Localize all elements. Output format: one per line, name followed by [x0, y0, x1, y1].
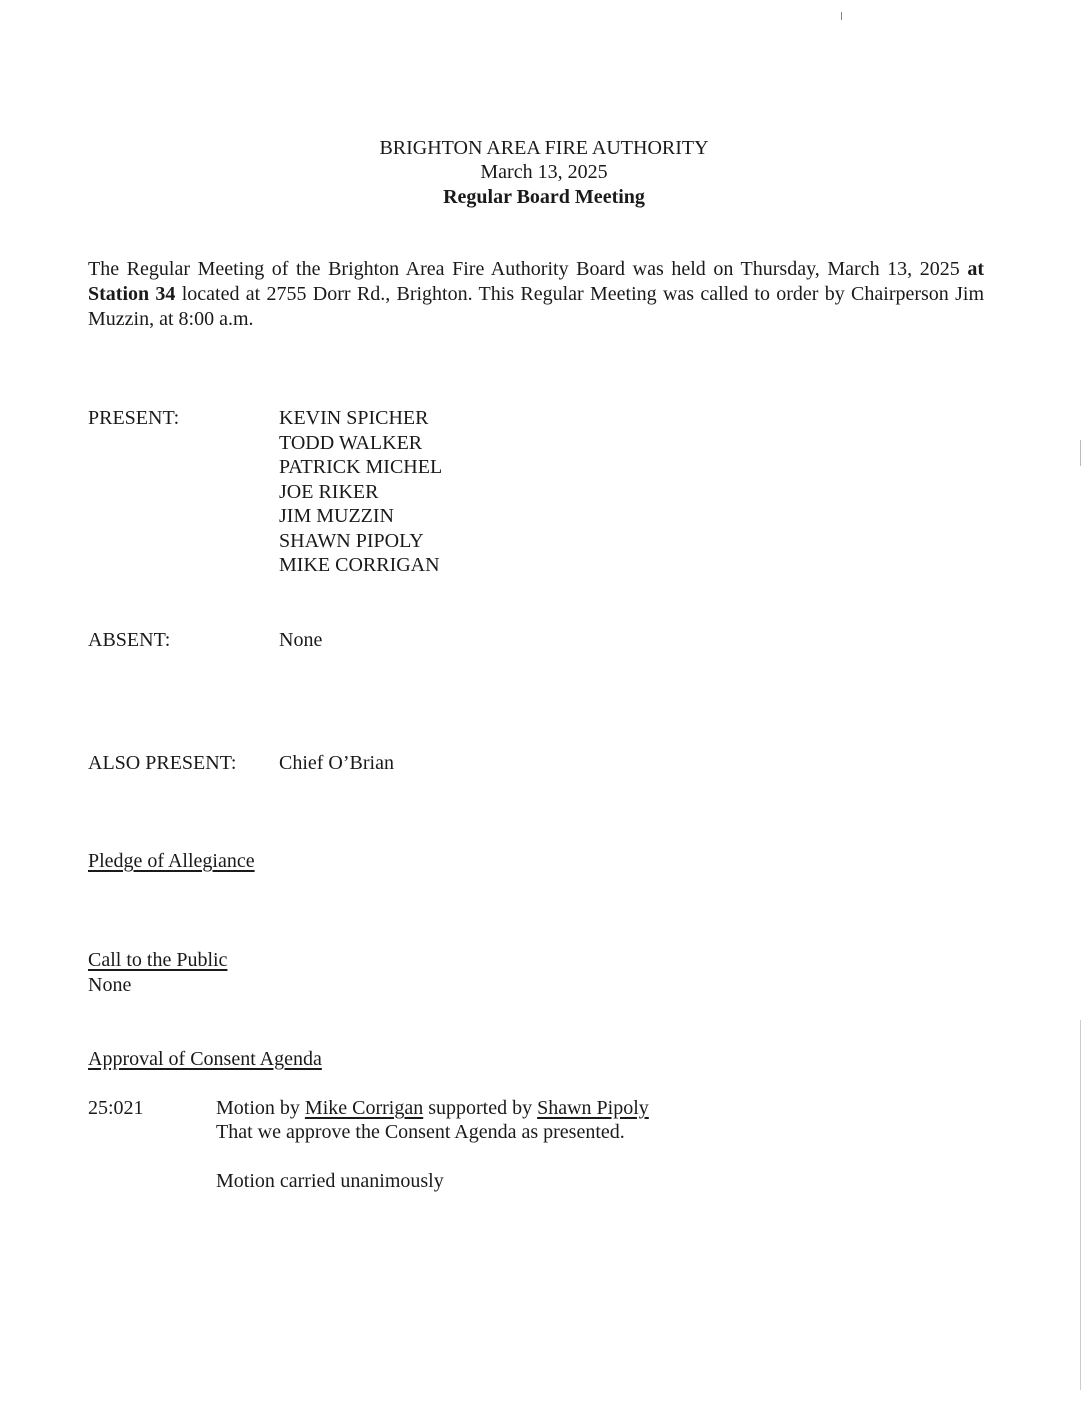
- present-label: PRESENT:: [88, 407, 180, 429]
- intro-paragraph: [88, 257, 984, 332]
- present-member: MIKE CORRIGAN: [279, 554, 440, 576]
- intro-at: at: [967, 258, 985, 280]
- absent-label: ABSENT:: [88, 629, 171, 651]
- motion-line: [216, 1096, 649, 1120]
- motion-result: Motion carried unanimously: [216, 1170, 444, 1192]
- present-list: [279, 406, 442, 578]
- scan-artifact: [841, 12, 842, 20]
- call-to-public-heading: Call to the Public: [88, 949, 228, 971]
- meeting-type: Regular Board Meeting: [443, 186, 645, 208]
- consent-agenda-heading: Approval of Consent Agenda: [88, 1048, 322, 1070]
- pledge-heading: Pledge of Allegiance: [88, 850, 255, 872]
- present-member: PATRICK MICHEL: [279, 456, 443, 478]
- present-member: SHAWN PIPOLY: [279, 529, 424, 552]
- call-to-public-value: None: [88, 974, 132, 996]
- motion-mover: Mike Corrigan: [304, 1097, 424, 1119]
- motion-text: That we approve the Consent Agenda as presented.: [216, 1121, 625, 1143]
- scan-artifact: [1080, 440, 1081, 466]
- also-present-label: ALSO PRESENT:: [88, 752, 237, 774]
- motion-number: 25:021: [88, 1097, 144, 1119]
- scan-artifact: [1080, 1020, 1081, 1390]
- present-member: TODD WALKER: [279, 431, 423, 454]
- motion-by-label: Motion by: [216, 1097, 300, 1119]
- intro-location: Station 34: [88, 283, 176, 305]
- org-title: BRIGHTON AREA FIRE AUTHORITY: [379, 137, 709, 159]
- intro-text-2: located at 2755 Dorr Rd., Brighton. This Regular Meeting was called to order by Chairperson Jim Muzzin, at 8:00 a.m.: [88, 283, 985, 330]
- present-member: KEVIN SPICHER: [279, 407, 429, 429]
- absent-value: None: [279, 629, 323, 651]
- also-present-value: Chief O’Brian: [279, 752, 394, 774]
- intro-text-1: The Regular Meeting of the Brighton Area Fire Authority Board was held on Thursday, March 13, 2025: [88, 258, 960, 280]
- present-member: JOE RIKER: [279, 480, 379, 503]
- meeting-date: March 13, 2025: [480, 161, 608, 183]
- motion-supported-label: supported by: [428, 1097, 533, 1119]
- present-member: JIM MUZZIN: [279, 505, 394, 527]
- motion-supporter: Shawn Pipoly: [537, 1097, 649, 1119]
